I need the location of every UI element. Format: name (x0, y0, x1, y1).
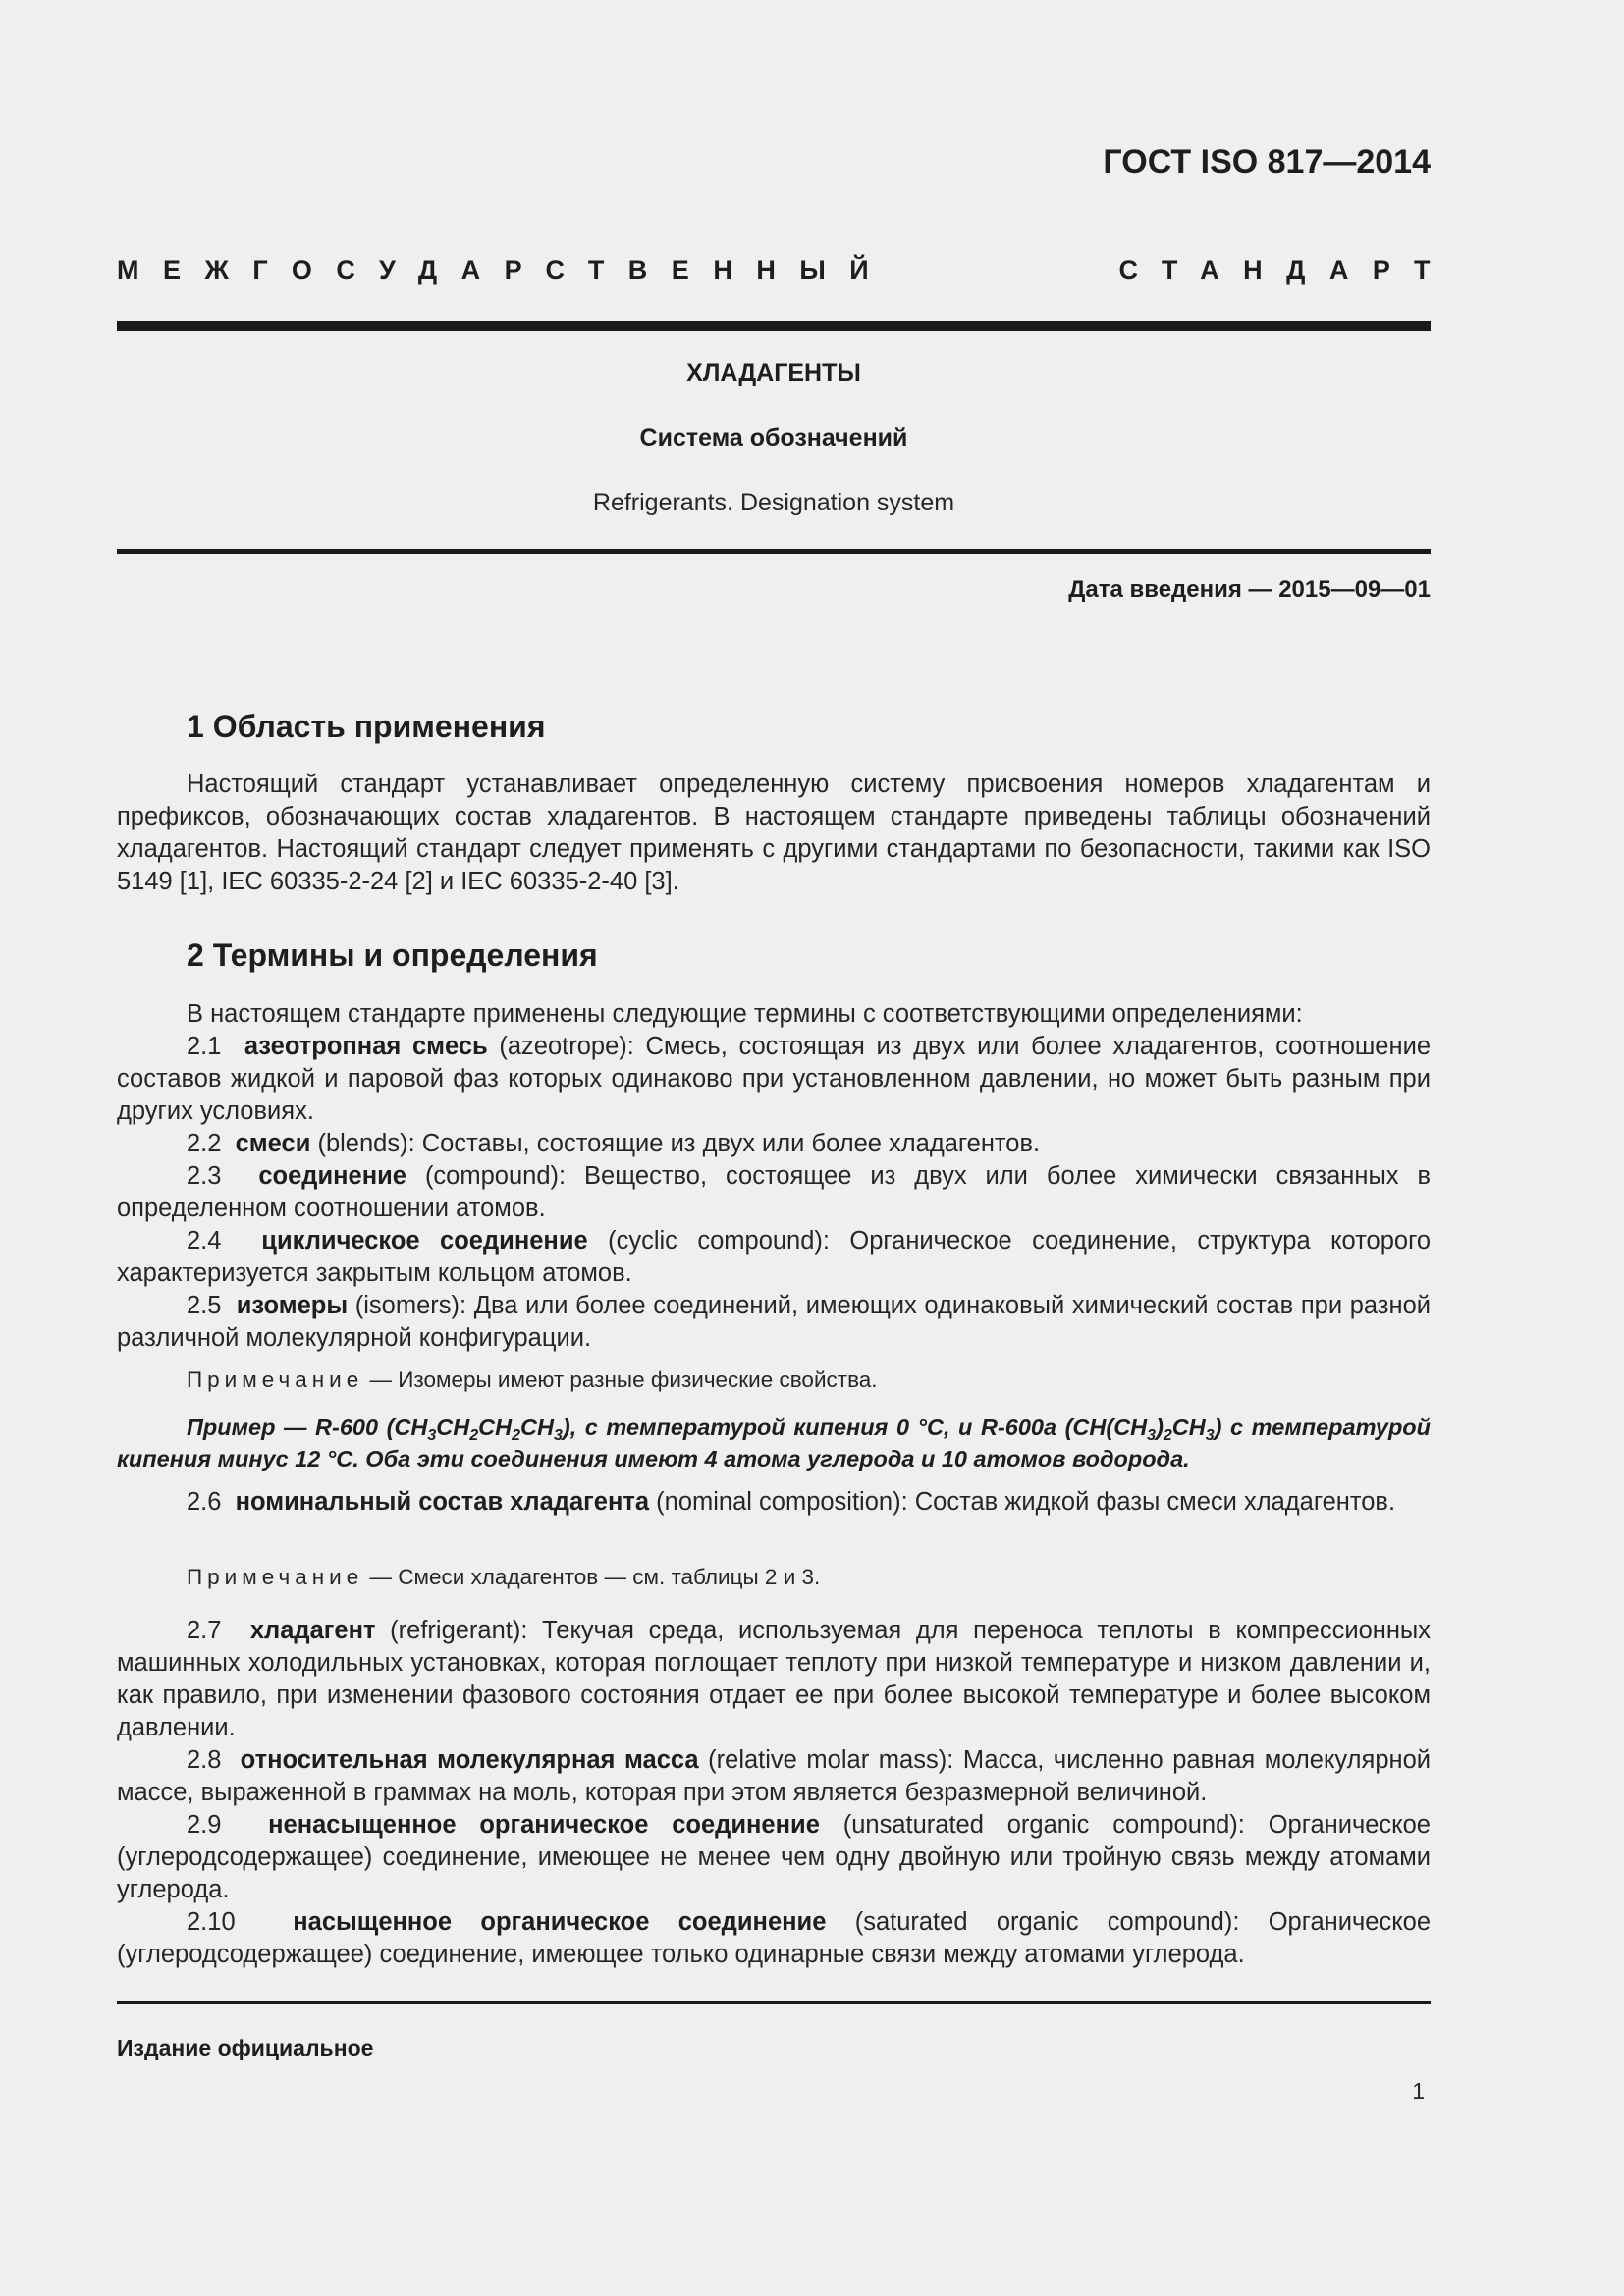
definitions-intro: В настоящем стандарте применены следующие термины с соответствующими определениями: (187, 1000, 1303, 1028)
example-isomers: Пример — R-600 $(CH_3CH_2CH_2CH_3)$, с температурой кипения 0 °С, и R-600a $(CH(CH_3)_2CH_3)$ с температурой кипения минус 12 °С. Оба эти соединения имеют 4 атома углерода и 10 атомов водорода. (117, 1415, 1432, 1471)
term-name: соединение (258, 1162, 406, 1190)
definition-item: 2.7 хладагент (refrigerant): Текучая среда, используемая для переноса теплоты в компрессионных машинных холодильных установках, которая поглощает теплоту при низкой температуре и низком давлении и, как правило, при изменении фазового состояния отдает ее при более высокой температуре и более высоком давлении. (117, 1617, 1431, 1741)
definition-item: 2.5 изомеры (isomers): Два или более соединений, имеющих одинаковый химический состав при разной различной молекулярной конфигурации. (117, 1292, 1431, 1352)
scope-paragraph: Настоящий стандарт устанавливает определенную систему присвоения номеров хладагентам и префиксов, обозначающих состав хладагентов. В настоящем стандарте приведены таблицы обозначений хладагентов. Настоящий стандарт следует применять с другими стандартами по безопасности, такими как ISO 5149 [1], IEC 60335-2-24 [2] и IEC 60335-2-40 [3]. (117, 771, 1431, 895)
definition-item: 2.8 относительная молекулярная масса (relative molar mass): Масса, численно равная молекулярной массе, выраженной в граммах на моль, которая при этом является безразмерной величиной. (117, 1746, 1432, 1806)
introduction-date: Дата введения — 2015—09—01 (1068, 576, 1431, 603)
footer-divider (117, 2001, 1431, 2004)
term-name: хладагент (249, 1617, 376, 1644)
definition-item: 2.2 смеси (blends): Составы, состоящие из двух или более хладагентов. (187, 1130, 1041, 1157)
term-name: изомеры (236, 1292, 349, 1319)
definitions-part-1 (117, 998, 1431, 1355)
section-2-heading: 2 Термины и определения (187, 937, 598, 973)
interstate-word: МЕЖГОСУДАРСТВЕННЫЙ (117, 255, 893, 285)
section-1-heading: 1 Область применения (187, 709, 546, 744)
official-edition-label: Издание официальное (117, 2035, 374, 2060)
definition-item: 2.1 азеотропная смесь (azeotrope): Смесь, состоящая из двух или более хладагентов, соотношение составов жидкой и паровой фаз которых одинаково при установленном давлении, но может быть разным при других условиях. (117, 1033, 1431, 1125)
term-name: номинальный состав хладагента (235, 1488, 650, 1516)
standard-word: СТАНДАРТ (1118, 255, 1454, 285)
term-name: насыщенное органическое соединение (293, 1908, 827, 1936)
note-blends: Примечание — Смеси хладагентов — см. таблицы 2 и 3. (187, 1565, 821, 1589)
title-divider (117, 549, 1431, 554)
term-name: относительная молекулярная масса (240, 1746, 699, 1774)
note-label: Примечание (187, 1565, 364, 1589)
definition-item: 2.3 соединение (compound): Вещество, состоящее из двух или более химически связанных в определенном соотношении атомов. (117, 1162, 1432, 1222)
definitions-part-2 (117, 1486, 1431, 1519)
term-name: циклическое соединение (261, 1227, 588, 1255)
term-name: азеотропная смесь (244, 1033, 488, 1060)
term-name: смеси (235, 1130, 311, 1157)
document-subtitle: Система обозначений (639, 424, 908, 452)
definition-item: 2.10 насыщенное органическое соединение (saturated organic compound): Органическое (углеродсодержащее) соединение, имеющее только одинарные связи между атомами углерода. (117, 1908, 1432, 1968)
term-name: ненасыщенное органическое соединение (268, 1811, 820, 1839)
definition-item: 2.6 номинальный состав хладагента (nominal composition): Состав жидкой фазы смеси хладагентов. (187, 1488, 1396, 1516)
top-divider (117, 321, 1431, 331)
standard-number: ГОСТ ISO 817—2014 (1103, 143, 1431, 181)
definition-item: 2.9 ненасыщенное органическое соединение (unsaturated organic compound): Органическое (углеродсодержащее) соединение, имеющее не менее чем одну двойную или тройную связь между атомами углерода. (117, 1811, 1431, 1903)
document-title-english: Refrigerants. Designation system (592, 489, 955, 516)
document-title: ХЛАДАГЕНТЫ (686, 359, 861, 387)
interstate-standard-banner (117, 255, 1454, 286)
section-1-body (117, 769, 1431, 898)
definitions-part-3 (117, 1615, 1431, 1971)
note-isomers: Примечание — Изомеры имеют разные физические свойства. (187, 1367, 878, 1392)
definition-item: 2.4 циклическое соединение (cyclic compound): Органическое соединение, структура которого характеризуется закрытым кольцом атомов. (117, 1227, 1432, 1287)
note-label: Примечание (187, 1367, 364, 1392)
page-number: 1 (1412, 2078, 1425, 2104)
